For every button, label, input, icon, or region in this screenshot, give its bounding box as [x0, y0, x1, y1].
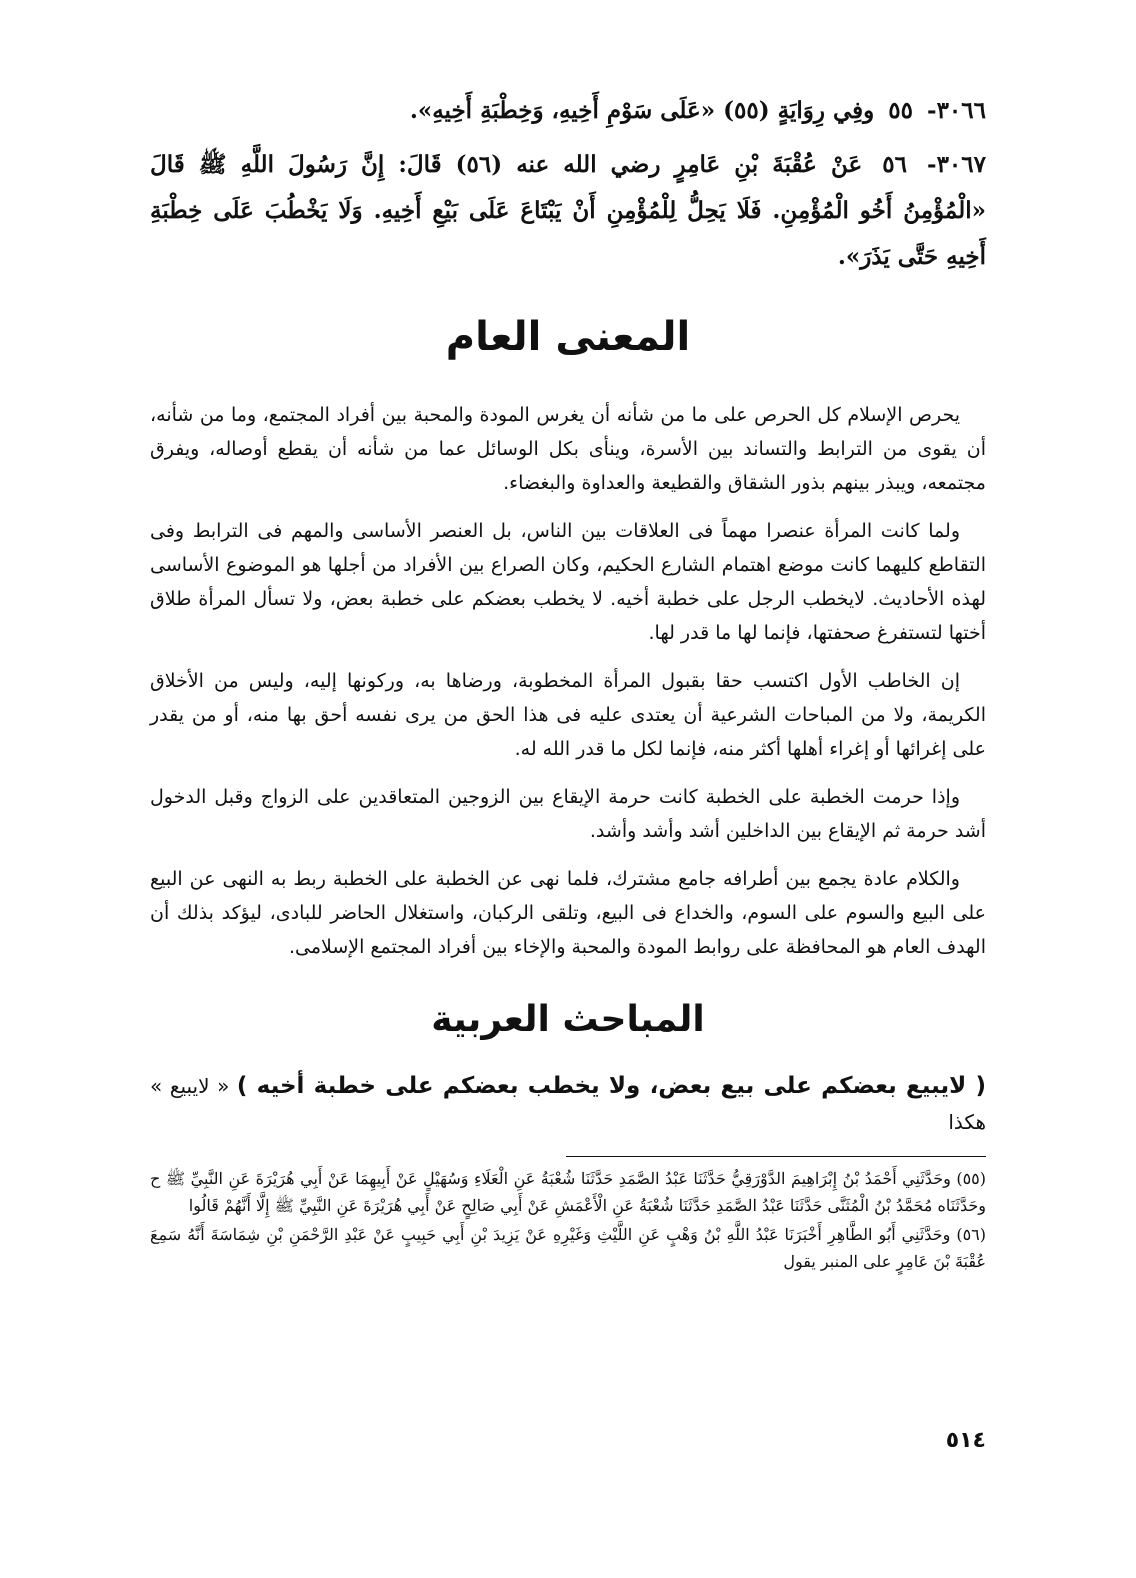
- lexical-text: « لايبيع » هكذا: [150, 1074, 986, 1134]
- footnote-divider: [566, 1156, 986, 1157]
- paragraph: وإذا حرمت الخطبة على الخطبة كانت حرمة الإيقاع بين الزوجين المتعاقدين على الزواج وقبل الدخول أشد حرمة ثم الإيقاع بين الداخلين أشد وأشد وأشد.: [150, 786, 986, 842]
- hadith-marker: ٥٦: [882, 151, 907, 178]
- hadith-marker: ٥٥: [888, 97, 914, 124]
- subsection-title: المباحث العربية: [431, 999, 705, 1040]
- lexical-note: [150, 1068, 986, 1140]
- hadith-number: ٣٠٦٧-: [927, 151, 986, 178]
- section-title: المعنى العام: [445, 314, 691, 360]
- paragraph: يحرص الإسلام كل الحرص على ما من شأنه أن يغرس المودة والمحبة بين أفراد المجتمع، وما من شأنه، أن يقوى من الترابط والتساند بين الأسرة، وينأى بكل الوسائل عما من شأنه أن يقطع أوصاله، ويفرق مجتمعه، ويبذر بينهم بذور الشقاق والقطيعة والعداوة والبغضاء.: [150, 404, 986, 494]
- lexical-phrase: ( لايبيع بعضكم على بيع بعض، ولا يخطب بعضكم على خطبة أخيه ): [236, 1073, 987, 1099]
- hadith-text: وفِي رِوَايَةٍ (٥٥) «عَلَى سَوْمِ أَخِيهِ، وَخِطْبَةِ أَخِيهِ».: [409, 97, 875, 124]
- hadith-text: عَنْ عُقْبَةَ بْنِ عَامِرٍ رضي الله عنه (٥٦) قَالَ: إِنَّ رَسُولَ اللَّهِ ﷺ قَالَ «الْمُؤْمِنُ أَخُو الْمُؤْمِنِ. فَلَا يَحِلُّ لِلْمُؤْمِنِ أَنْ يَبْتَاعَ عَلَى بَيْعِ أَخِيهِ. وَلَا يَخْطُبَ عَلَى خِطْبَةِ أَخِيهِ حَتَّى يَذَرَ».: [150, 151, 986, 270]
- hadith-number: ٣٠٦٦-: [927, 97, 986, 124]
- footnote-55: (٥٥) وحَدَّثَنِي أَحْمَدُ بْنُ إِبْرَاهِيمَ الدَّوْرَقِيُّ حَدَّثَنَا عَبْدُ الصَّمَدِ حَدَّثَنَا شُعْبَةُ عَنِ الْعَلَاءِ وَسُهَيْلٍ عَنْ أَبِيهِمَا عَنْ أَبِي هُرَيْرَةَ عَنِ النَّبِيِّ ﷺ ح وحَدَّثَنَاه مُحَمَّدُ بْنُ الْمُثَنَّى حَدَّثَنَا عَبْدُ الصَّمَدِ حَدَّثَنَا شُعْبَةُ عَنِ الْأَعْمَشِ عَنْ أَبِي صَالِحٍ عَنْ أَبِي هُرَيْرَةَ عَنِ النَّبِيِّ ﷺ إِلَّا أَنَّهُمْ قَالُوا: [150, 1169, 986, 1215]
- footnote-56: (٥٦) وحَدَّثَنِي أَبُو الطَّاهِرِ أَخْبَرَنَا عَبْدُ اللَّهِ بْنُ وَهْبٍ عَنِ اللَّيْثِ وَغَيْرِهِ عَنْ يَزِيدَ بْنِ أَبِي حَبِيبٍ عَنْ عَبْدِ الرَّحْمَنِ بْنِ شِمَاسَةَ أَنَّهُ سَمِعَ عُقْبَةَ بْنَ عَامِرٍ على المنبر يقول: [150, 1225, 986, 1271]
- hadith-3067: [150, 142, 986, 280]
- paragraph: إن الخاطب الأول اكتسب حقا بقبول المرأة المخطوبة، ورضاها به، وركونها إليه، وليس من الأخلاق الكريمة، ولا من المباحات الشرعية أن يعتدى عليه فى هذا الحق من يرى نفسه أحق بها منه، أو من يقدر على إغرائها أو إغراء أهلها أكثر منه، فإنما لكل ما قدر الله له.: [150, 670, 986, 760]
- page-number: ٥١٤: [945, 1428, 986, 1453]
- hadith-3066: [150, 88, 986, 134]
- paragraph: ولما كانت المرأة عنصرا مهماً فى العلاقات بين الناس، بل العنصر الأساسى والمهم فى الترابط وفى التقاطع كليهما كانت موضع اهتمام الشارع الحكيم، وكان الصراع بين الأفراد من أجلها هو الموضوع الأساسى لهذه الأحاديث. لايخطب الرجل على خطبة أخيه. لا يخطب بعضكم على خطبة بعض، ولا تسأل المرأة طلاق أختها لتستفرغ صحفتها، فإنما لها ما قدر لها.: [150, 520, 986, 644]
- paragraph: والكلام عادة يجمع بين أطرافه جامع مشترك، فلما نهى عن الخطبة على الخطبة ربط به النهى عن البيع على البيع والسوم على السوم، والخداع فى البيع، وتلقى الركبان، واستغلال الحاضر للبادى، ليؤكد بذلك أن الهدف العام هو المحافظة على روابط المودة والمحبة والإخاء بين أفراد المجتمع الإسلامى.: [150, 868, 986, 958]
